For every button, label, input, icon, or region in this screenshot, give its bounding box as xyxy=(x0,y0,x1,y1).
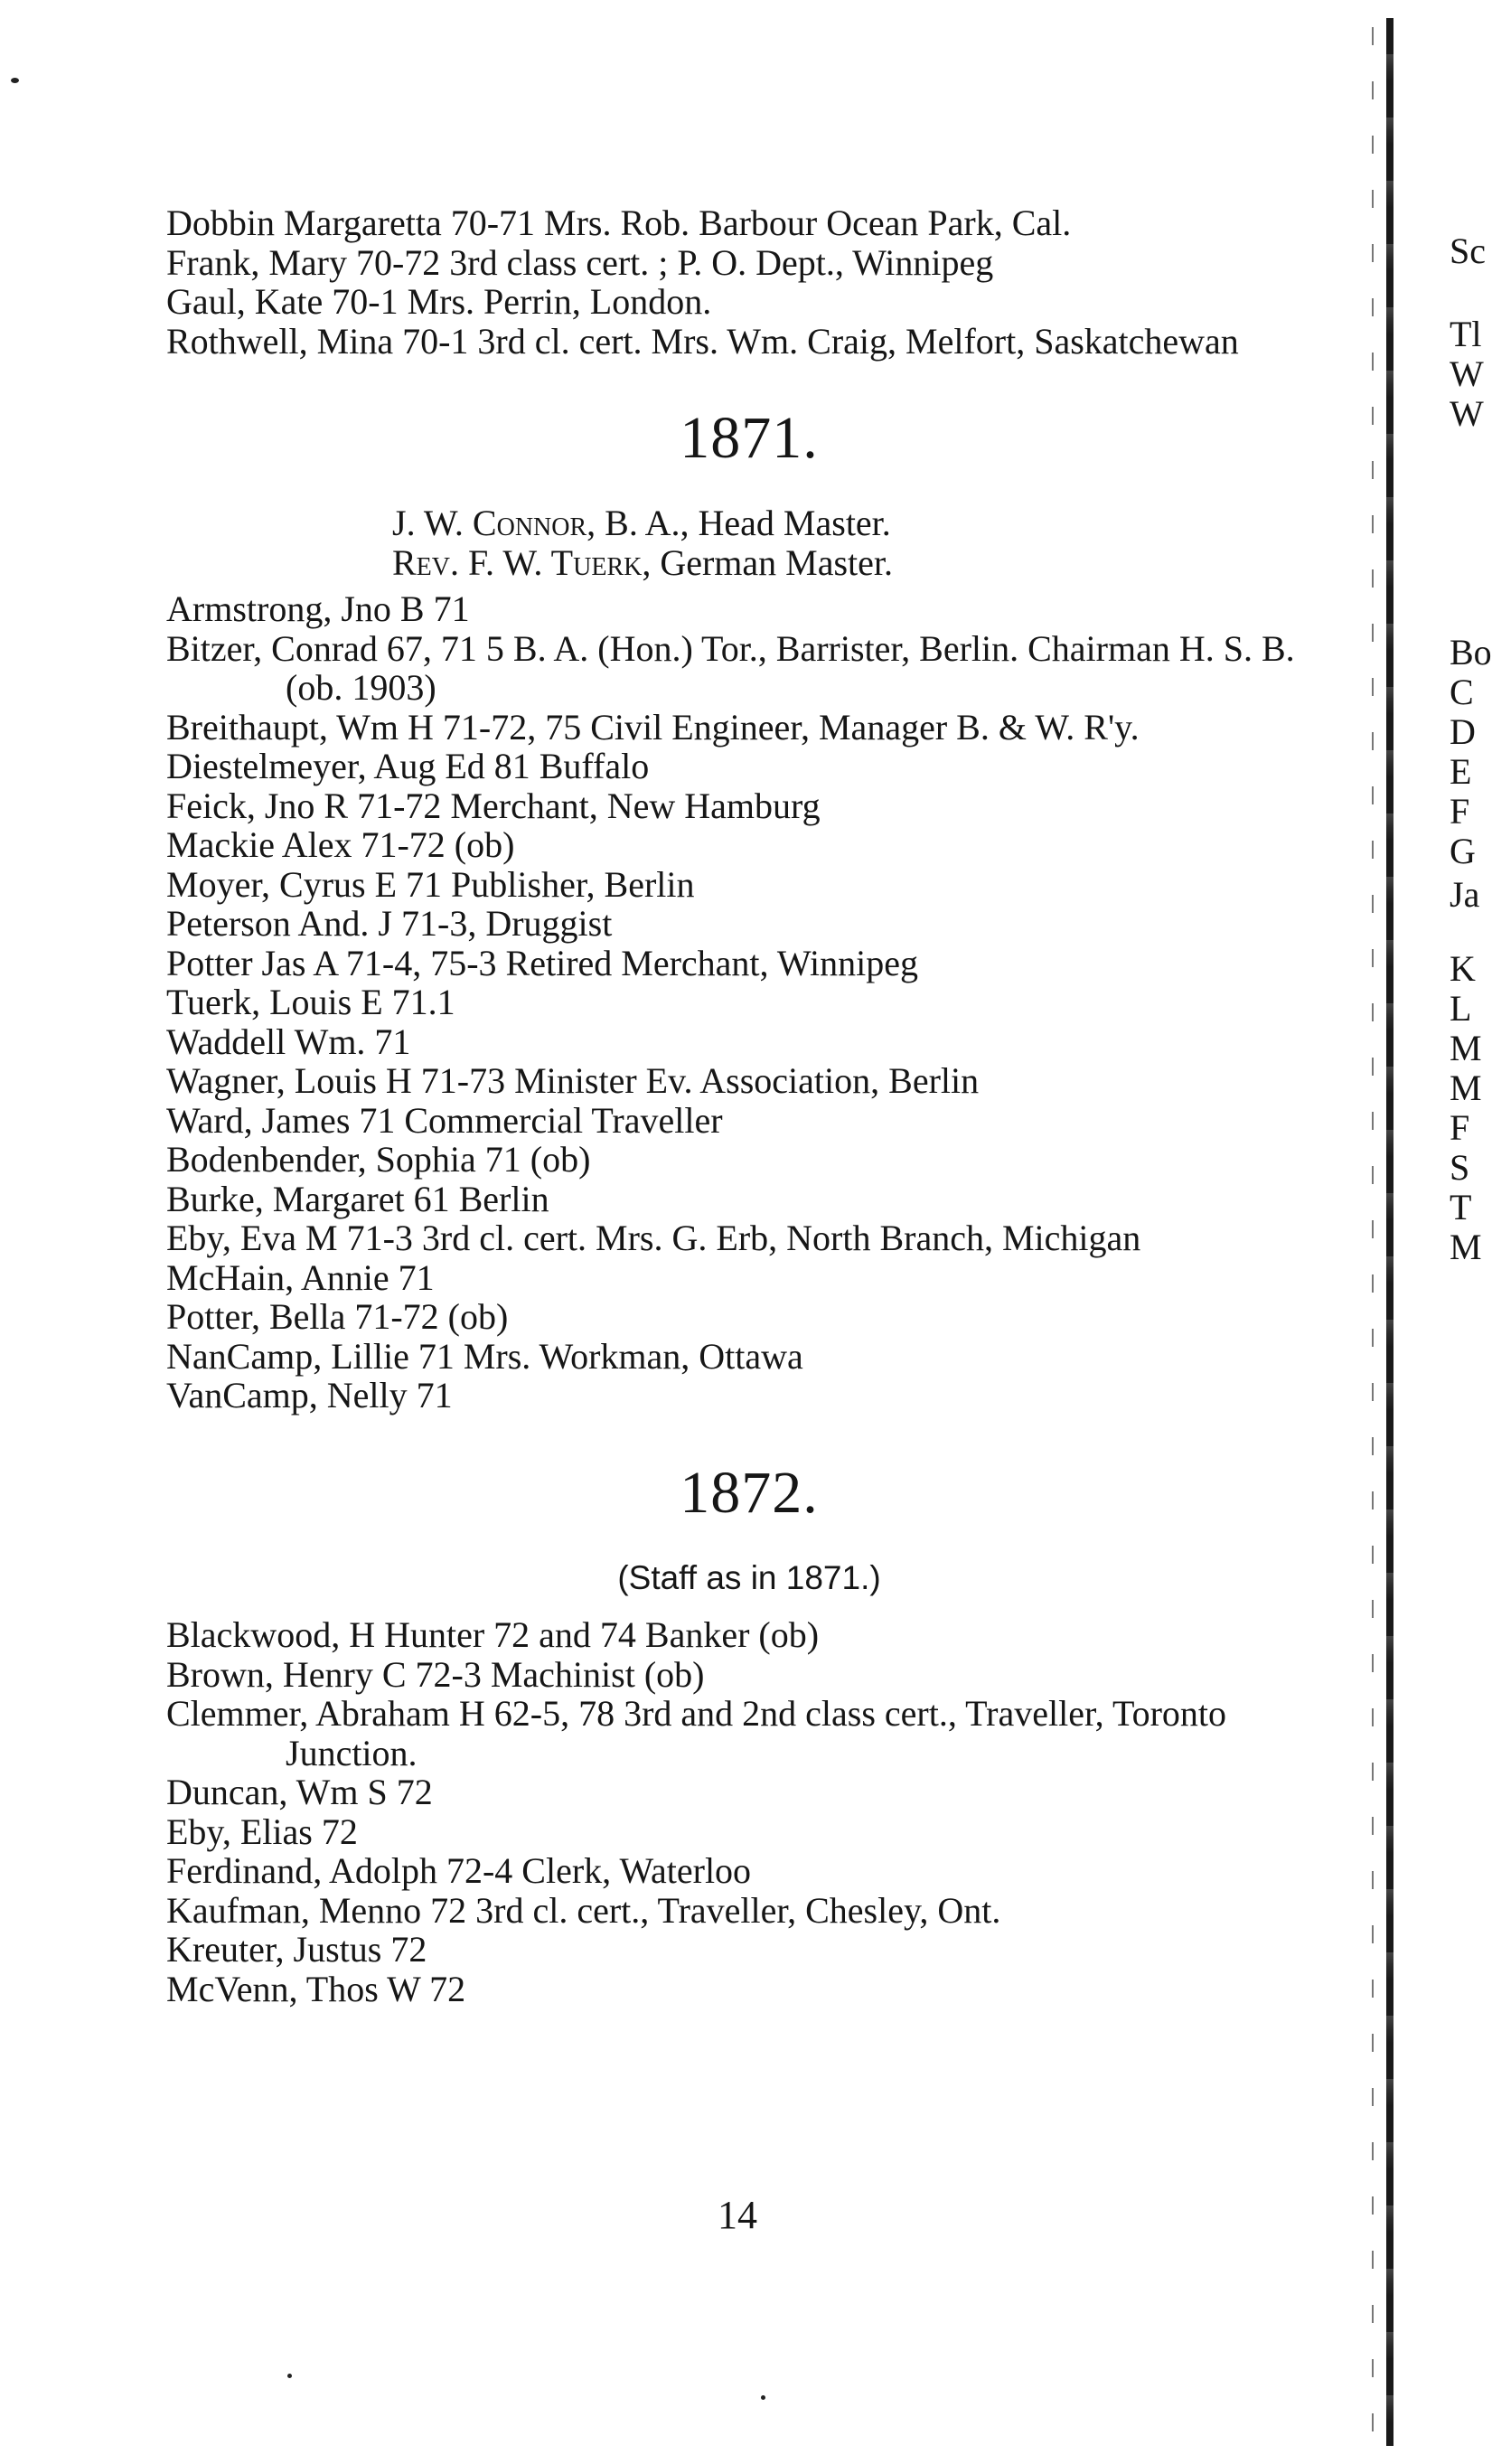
directory-entry: Armstrong, Jno B 71 xyxy=(166,588,470,629)
staff-name: J. W. Connor, B. A., xyxy=(392,503,690,543)
directory-entry: Diestelmeyer, Aug Ed 81 Buffalo xyxy=(166,746,650,786)
entries-1871 xyxy=(166,589,1332,1415)
directory-entry: Blackwood, H Hunter 72 and 74 Banker (ob) xyxy=(166,1614,820,1655)
speck xyxy=(287,2374,292,2378)
directory-entry: Eby, Elias 72 xyxy=(166,1810,358,1852)
speck xyxy=(11,78,19,83)
directory-entry: Dobbin Margaretta 70-71 Mrs. Rob. Barbour Ocean Park, Cal. xyxy=(166,202,1072,243)
year-heading-1871: 1871. xyxy=(680,405,819,471)
year-heading-1872: 1872. xyxy=(680,1459,819,1526)
staff-line xyxy=(166,503,1332,543)
staff-note-1872: (Staff as in 1871.) xyxy=(617,1558,881,1596)
edge-fragment: M xyxy=(1450,1067,1482,1108)
directory-entry: Rothwell, Mina 70-1 3rd cl. cert. Mrs. Wm. Craig, Melfort, Saskatchewan xyxy=(166,320,1239,362)
edge-fragment: T xyxy=(1450,1187,1472,1227)
directory-entry: Kreuter, Justus 72 xyxy=(166,1929,427,1970)
directory-entry: Peterson And. J 71-3, Druggist xyxy=(166,903,613,944)
directory-entry: VanCamp, Nelly 71 xyxy=(166,1375,453,1415)
staff-role: Head Master. xyxy=(689,503,891,543)
edge-fragment: W xyxy=(1450,393,1484,434)
directory-entry: Kaufman, Menno 72 3rd cl. cert., Traveller, Chesley, Ont. xyxy=(166,1889,1001,1931)
edge-fragment: M xyxy=(1450,1227,1482,1267)
directory-entry: Frank, Mary 70-72 3rd class cert. ; P. O. Dept., Winnipeg xyxy=(166,241,994,283)
edge-fragment: F xyxy=(1450,1107,1470,1148)
staff-name: Rev. F. W. Tuerk, xyxy=(392,541,652,583)
staff-role: German Master. xyxy=(651,541,894,583)
edge-fragment: G xyxy=(1450,831,1476,871)
directory-entry: Duncan, Wm S 72 xyxy=(166,1772,433,1812)
directory-entry: Tuerk, Louis E 71.1 xyxy=(166,982,455,1022)
directory-entry: Feick, Jno R 71-72 Merchant, New Hamburg xyxy=(166,785,821,826)
binding-shadow xyxy=(1372,27,1374,2450)
directory-entry: Potter Jas A 71-4, 75-3 Retired Merchant, Winnipeg xyxy=(166,942,918,983)
directory-entry: Moyer, Cyrus E 71 Publisher, Berlin xyxy=(166,863,695,905)
directory-entry: Waddell Wm. 71 xyxy=(166,1020,411,1062)
page-number: 14 xyxy=(718,2193,757,2237)
entries-1872 xyxy=(166,1615,1332,2008)
edge-fragment: W xyxy=(1450,353,1484,394)
edge-fragment: Ja xyxy=(1450,874,1480,915)
directory-entry: Wagner, Louis H 71-73 Minister Ev. Association, Berlin xyxy=(166,1060,980,1101)
directory-entry: Clemmer, Abraham H 62-5, 78 3rd and 2nd class cert., Traveller, Toronto Junction. xyxy=(166,1693,1227,1773)
directory-entry: Burke, Margaret 61 Berlin xyxy=(166,1178,549,1219)
edge-fragment: C xyxy=(1450,672,1474,712)
staff-line xyxy=(166,543,1332,583)
edge-fragment: Tl xyxy=(1450,314,1482,354)
top-entries xyxy=(166,203,1332,361)
edge-fragment: L xyxy=(1450,988,1472,1029)
directory-entry: Breithaupt, Wm H 71-72, 75 Civil Engineer, Manager B. & W. R'y. xyxy=(166,706,1140,748)
edge-fragment: E xyxy=(1450,751,1472,792)
directory-entry: Mackie Alex 71-72 (ob) xyxy=(166,824,515,865)
edge-fragment: K xyxy=(1450,948,1476,989)
directory-entry: Potter, Bella 71-72 (ob) xyxy=(166,1296,509,1337)
directory-entry: Bitzer, Conrad 67, 71 5 B. A. (Hon.) Tor., Barrister, Berlin. Chairman H. S. B. (ob. 1903) xyxy=(166,627,1295,708)
staff-list-1871 xyxy=(166,503,1332,582)
edge-fragment: S xyxy=(1450,1147,1470,1188)
edge-fragment: Bo xyxy=(1450,632,1492,672)
edge-fragment: D xyxy=(1450,711,1476,752)
directory-entry: Eby, Eva M 71-3 3rd cl. cert. Mrs. G. Erb, North Branch, Michigan xyxy=(166,1218,1141,1258)
directory-entry: Bodenbender, Sophia 71 (ob) xyxy=(166,1139,591,1180)
page-binding-edge xyxy=(1386,18,1393,2446)
directory-entry: Ferdinand, Adolph 72-4 Clerk, Waterloo xyxy=(166,1850,752,1891)
directory-entry: McVenn, Thos W 72 xyxy=(166,1968,466,2009)
edge-fragment: Sc xyxy=(1450,230,1486,271)
directory-text xyxy=(166,203,1332,2008)
directory-entry: NanCamp, Lillie 71 Mrs. Workman, Ottawa xyxy=(166,1335,803,1377)
edge-fragment: M xyxy=(1450,1028,1482,1068)
speck xyxy=(761,2395,765,2400)
edge-fragment: F xyxy=(1450,791,1470,832)
directory-entry: Brown, Henry C 72-3 Machinist (ob) xyxy=(166,1653,705,1695)
directory-entry: McHain, Annie 71 xyxy=(166,1256,435,1298)
directory-entry: Gaul, Kate 70-1 Mrs. Perrin, London. xyxy=(166,281,712,322)
directory-entry: Ward, James 71 Commercial Traveller xyxy=(166,1099,723,1141)
